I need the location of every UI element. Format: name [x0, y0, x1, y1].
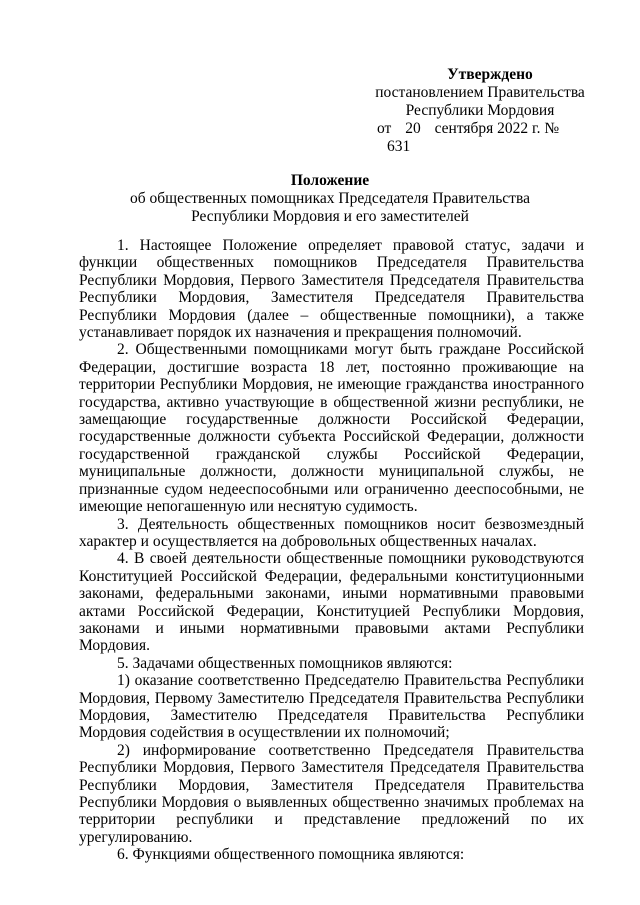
document-subtitle-line-2: Республики Мордовия и его заместителей [191, 208, 469, 225]
approval-date-prefix: от [377, 120, 392, 137]
document-heading [60, 172, 600, 226]
paragraph-5-item-1: 1) оказание соответственно Председателю Правительства Республики Мордовия, Первому Заместителю Председателя Правительства Республики Мордовия, Заместителю Председателя Правительства Республики Мордовия содействия в осуществлении их полномочий; [79, 672, 584, 742]
paragraph-5: 5. Задачами общественных помощников являются: [117, 654, 453, 672]
paragraph-5-item-2: 2) информирование соответственно Председателя Правительства Республики Мордовия, Первого Заместителя Председателя Правительства Республики Мордовия, Заместителя Председателя Правительства Республики Мордовия о выявленных общественно значимых проблемах на территории республики и представление предложений по их урегулированию. [79, 741, 584, 846]
approval-date-line [360, 120, 600, 156]
approval-number: 631 [387, 138, 411, 155]
approval-date-rest: сентября 2022 г. № [434, 120, 560, 137]
approval-line-1: постановлением Правительства [375, 84, 585, 101]
paragraph-1: 1. Настоящее Положение определяет правовой статус, задачи и функции общественных помощников Председателя Правительства Республики Мордовия, Первого Заместителя Председателя Правительства Республики Мордовия, Заместителя Председателя Правительства Республики Мордовия (далее – общественные помощники), а также устанавливает порядок их назначения и прекращения полномочий. [79, 237, 584, 342]
approval-block [360, 66, 600, 156]
paragraph-6: 6. Функциями общественного помощника являются: [117, 846, 465, 864]
approval-line-2: Республики Мордовия [405, 102, 555, 119]
approval-date-day: 20 [405, 120, 421, 137]
document-title: Положение [290, 172, 370, 189]
approval-title: Утверждено [447, 66, 533, 83]
document-subtitle-line-1: об общественных помощниках Председателя Правительства [130, 190, 530, 207]
paragraph-2: 2. Общественными помощниками могут быть граждане Российской Федерации, достигшие возраста 18 лет, постоянно проживающие на территории Республики Мордовия, не имеющие гражданства иностранного государства, активно участвующие в общественной жизни республики, не замещающие государственные должности Российской Федерации, государственные должности субъекта Российской Федерации, должности государственной гражданской службы Российской Федерации, муниципальные должности, должности муниципальной службы, не признанные судом недееспособными или ограниченно дееспособными, не имеющие непогашенную или неснятую судимость. [79, 341, 584, 516]
document-body [79, 237, 584, 864]
paragraph-4: 4. В своей деятельности общественные помощники руководствуются Конституцией Российской Федерации, федеральными конституционными законами, федеральными законами, иными нормативными правовыми актами Российской Федерации, Конституцией Республики Мордовия, законами и иными нормативными правовыми актами Республики Мордовия. [79, 550, 584, 655]
paragraph-3: 3. Деятельность общественных помощников носит безвозмездный характер и осуществляется на добровольных общественных началах. [79, 515, 584, 550]
